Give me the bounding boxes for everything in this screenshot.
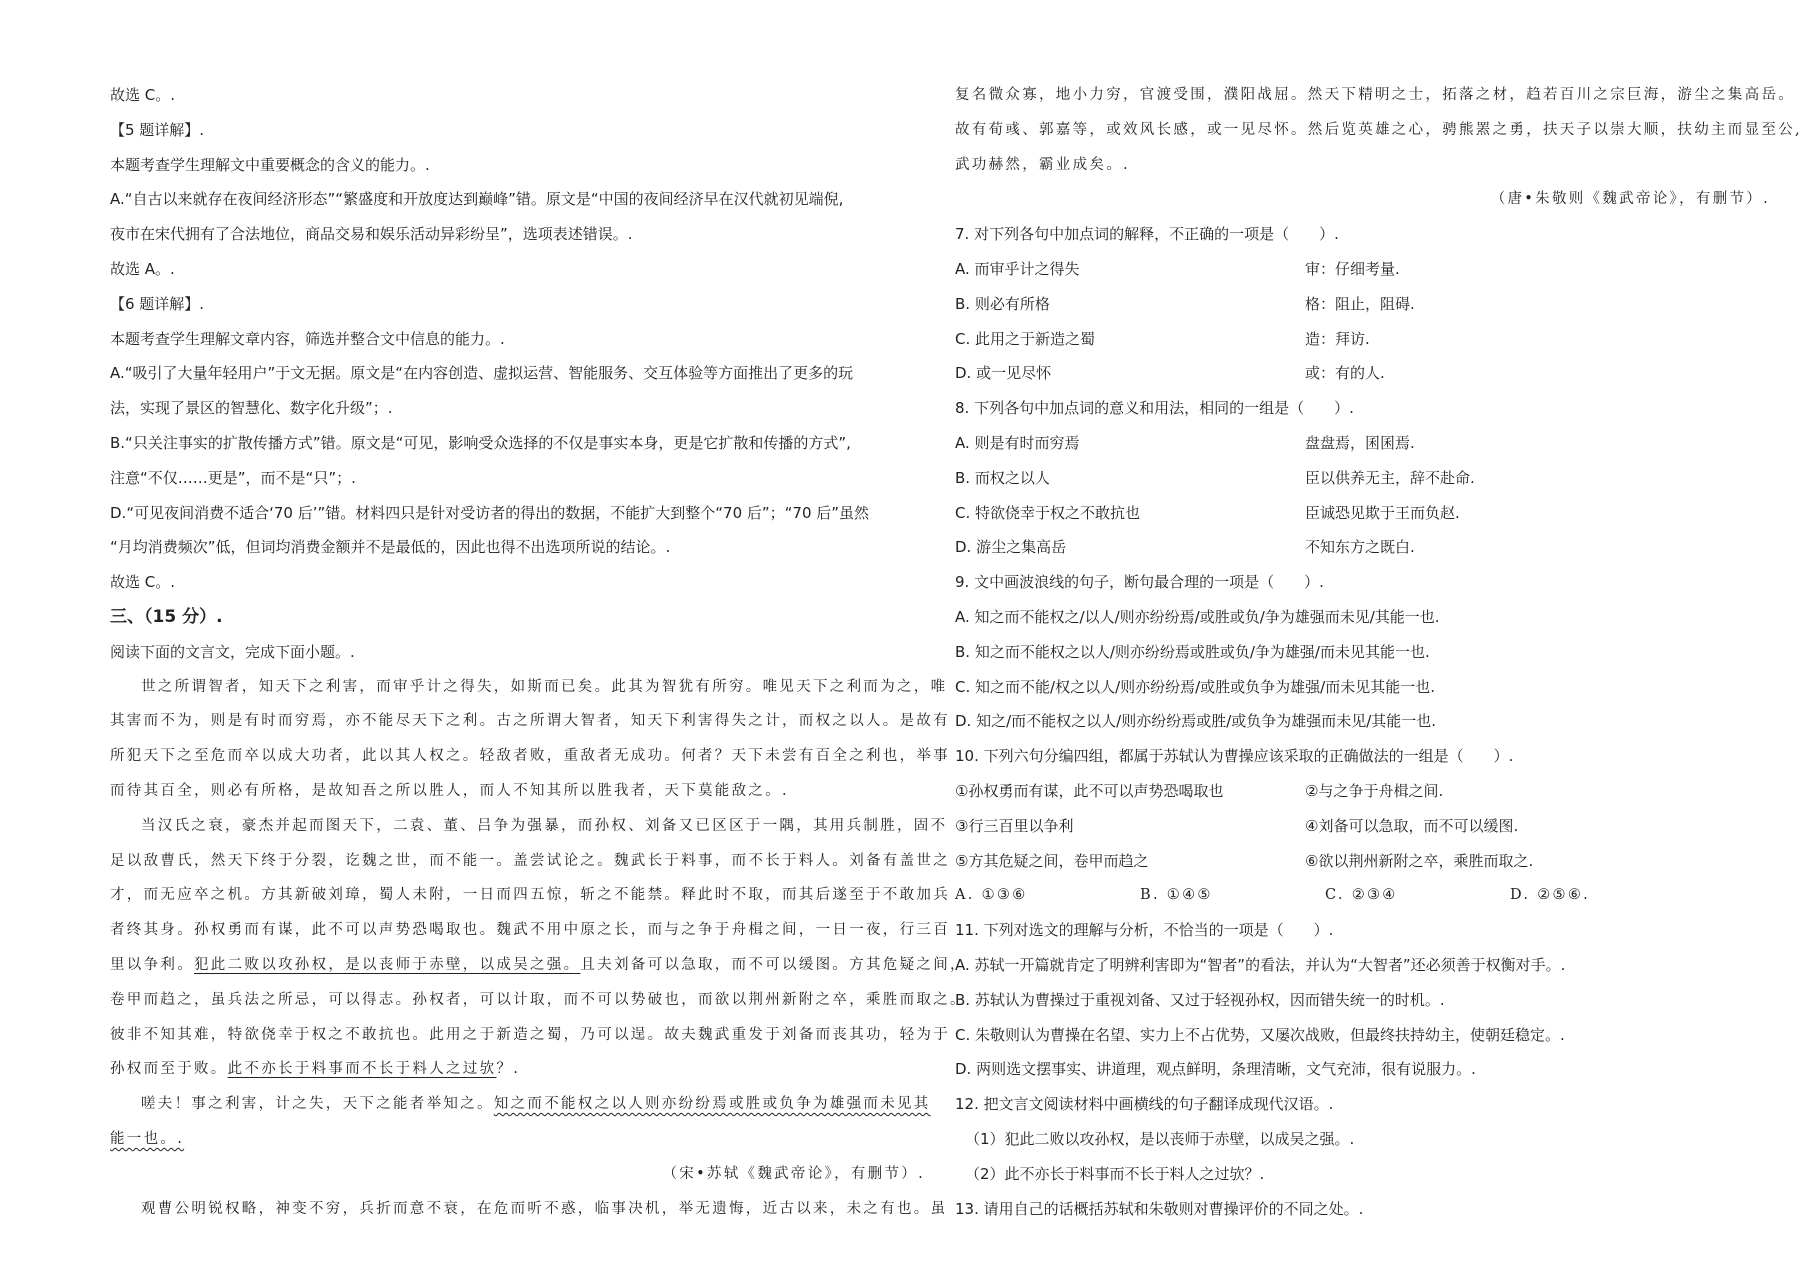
wavy-underlined-sentence: 知之而不能权之以人则亦纷纷焉或胜或负争为雄强而未见其 xyxy=(493,1096,931,1113)
passage-line xyxy=(110,948,967,983)
text-line: A.“自古以来就存在夜间经济形态”“繁盛度和开放度达到巅峰”错。原文是“中国的夜间经济早在汉代就初见端倪, xyxy=(110,190,844,209)
option-text: D. 游尘之集高岳 xyxy=(955,538,1067,557)
q10-item: ①孙权勇而有谋，此不可以声势恐喝取也 xyxy=(955,781,1224,800)
q10-options xyxy=(955,878,1770,913)
q11-option-c: C. 朱敬则认为曹操在名望、实力上不占优势，又屡次战败，但最终扶持幼主，使朝廷稳定。. xyxy=(955,1025,1565,1044)
option-text: C. 此用之于新造之蜀 xyxy=(955,329,1096,348)
q11-option-b: B. 苏轼认为曹操过于重视刘备、又过于轻视孙权，因而错失统一的时机。. xyxy=(955,990,1445,1009)
question-10: 10. 下列六句分编四组，都属于苏轼认为曹操应该采取的正确做法的一组是（ ）. xyxy=(955,747,1514,766)
q5-heading: 【5 题详解】. xyxy=(110,120,205,139)
question-8: 8. 下列各句中加点词的意义和用法，相同的一组是（ ）. xyxy=(955,399,1354,418)
q10-item: ④刘备可以急取，而不可以缓图. xyxy=(1305,816,1519,835)
q10-item: ⑥欲以荆州新附之卒，乘胜而取之. xyxy=(1305,851,1534,870)
passage-text: ？. xyxy=(496,1061,521,1078)
passage-line: 足以敌曹氏，然天下终于分裂，讫魏之世，而不能一。盖尝试论之。魏武长于料事，而不长于料人。刘备有盖世之 xyxy=(110,852,950,869)
passage-line: 才，而无应卒之机。方其新破刘璋，蜀人未附，一日而四五惊，斩之不能禁。释此时不取，而其后遂至于不敢加兵 xyxy=(110,887,950,904)
text-line: 本题考查学生理解文中重要概念的含义的能力。. xyxy=(110,155,430,174)
q9-option-c: C. 知之而不能/权之以人/则亦纷纷焉/或胜或负争为雄强/而未见其能一也. xyxy=(955,677,1435,696)
option-gloss: 格：阻止，阻碍. xyxy=(1305,294,1415,313)
text-line: 本题考查学生理解文章内容，筛选并整合文中信息的能力。. xyxy=(110,329,505,348)
right-column xyxy=(955,78,1802,1226)
passage-line: 当汉氏之衰，豪杰并起而图天下，二袁、董、吕争为强暴，而孙权、刘备又已区区于一隅，其用兵制胜，固不 xyxy=(141,817,948,834)
q8-option-c xyxy=(955,496,1770,531)
source-citation: （宋•苏轼《魏武帝论》，有删节）. xyxy=(662,1165,925,1182)
q8-option-a xyxy=(955,426,1770,461)
passage-line: 所犯天下之至危而卒以成大功者，此以其人权之。轻敌者败，重敌者无成功。何者？天下未尝有百全之利也，举事 xyxy=(110,748,950,765)
text-line: 夜市在宋代拥有了合法地位，商品交易和娱乐活动异彩纷呈”，选项表述错误。. xyxy=(110,225,633,244)
q9-option-a: A. 知之而不能权之/以人/则亦纷纷焉/或胜或负/争为雄强而未见/其能一也. xyxy=(955,607,1440,626)
text-line: D.“可见夜间消费不适合‘70 后’”错。材料四只是针对受访者的得出的数据，不能扩大到整个“70 后”；“70 后”虽然 xyxy=(110,503,870,522)
underlined-sentence-2: 此不亦长于料事而不长于料人之过欤 xyxy=(227,1061,497,1078)
passage-line xyxy=(110,1052,925,1087)
passage-text: 且夫刘备可以急取，而不可以缓图。方其危疑之间， xyxy=(580,956,967,973)
q10-option-c: C. ②③④ xyxy=(1325,887,1398,904)
q11-option-d: D. 两则选文摆事实、讲道理，观点鲜明，条理清晰，文气充沛，很有说服力。. xyxy=(955,1060,1476,1079)
option-compare: 臣诚恐见欺于王而负赵. xyxy=(1305,503,1460,522)
q7-option-b xyxy=(955,287,1770,322)
q10-item: ②与之争于舟楫之间. xyxy=(1305,781,1444,800)
q12-sentence-2: （2）此不亦长于料事而不长于料人之过欤？. xyxy=(965,1164,1265,1183)
instruction-line: 阅读下面的文言文，完成下面小题。. xyxy=(110,642,355,661)
option-compare: 不知东方之既白. xyxy=(1305,538,1415,557)
text-line: B.“只关注事实的扩散传播方式”错。原文是“可见，影响受众选择的不仅是事实本身，更是它扩散和传播的方式”, xyxy=(110,433,851,452)
passage-text: 嗟夫！事之利害，计之失，天下之能者举知之。 xyxy=(141,1096,494,1113)
q8-option-b xyxy=(955,461,1770,496)
passage-line: 武功赫然，霸业成矣。. xyxy=(955,156,1130,173)
question-12: 12. 把文言文阅读材料中画横线的句子翻译成现代汉语。. xyxy=(955,1095,1334,1114)
q9-option-b: B. 知之而不能权之以人/则亦纷纷焉或胜或负/争为雄强/而未见其能一也. xyxy=(955,642,1430,661)
q10-row xyxy=(955,844,1770,879)
option-gloss: 造：拜访. xyxy=(1305,329,1370,348)
q10-item: ③行三百里以争利 xyxy=(955,816,1074,835)
passage-line: 而待其百全，则必有所格，是故知吾之所以胜人，而人不知其所以胜我者，天下莫能敌之。. xyxy=(110,782,789,799)
passage-line: 者终其身。孙权勇而有谋，此不可以声势恐喝取也。魏武不用中原之长，而与之争于舟楫之间，一日一夜，行三百 xyxy=(110,922,950,939)
passage-line xyxy=(110,1122,925,1157)
answer-line: 故选 C。. xyxy=(110,86,176,104)
passage-line: 观曹公明锐权略，神变不穷，兵折而意不衰，在危而听不惑，临事决机，举无遗悔，近古以来，未之有也。虽 xyxy=(141,1200,948,1217)
passage-line: 故有荀彧、郭嘉等，或效风长感，或一见尽怀。然后览英雄之心，骋熊罴之勇，扶天子以崇大顺，扶幼主而显至公, xyxy=(955,121,1802,138)
q10-option-d: D. ②⑤⑥. xyxy=(1510,887,1591,904)
option-text: A. 而审乎计之得失 xyxy=(955,259,1080,278)
left-column xyxy=(110,78,967,1226)
section-three-heading: 三、（15 分）. xyxy=(110,606,223,627)
q10-option-b: B. ①④⑤ xyxy=(1140,887,1213,904)
q8-option-d xyxy=(955,530,1770,565)
q10-row xyxy=(955,809,1770,844)
q6-heading: 【6 题详解】. xyxy=(110,294,205,313)
question-7: 7. 对下列各句中加点词的解释，不正确的一项是（ ）. xyxy=(955,225,1339,244)
option-text: B. 而权之以人 xyxy=(955,468,1050,487)
passage-line: 其害而不为，则是有时而穷焉，亦不能尽天下之利。古之所谓大智者，知天下利害得失之计，而权之以人。是故有 xyxy=(110,713,950,730)
wavy-underlined-sentence: 能一也。. xyxy=(110,1130,185,1147)
q7-option-c xyxy=(955,322,1770,357)
text-line: A.“吸引了大量年轻用户”于文无据。原文是“在内容创造、虚拟运营、智能服务、交互体验等方面推出了更多的玩 xyxy=(110,364,854,383)
option-text: D. 或一见尽怀 xyxy=(955,364,1052,383)
q7-option-d xyxy=(955,356,1770,391)
source-citation: （唐•朱敬则《魏武帝论》，有删节）. xyxy=(1490,191,1770,208)
passage-line xyxy=(110,1087,931,1122)
text-line: 注意“不仅……更是”，而不是“只”；. xyxy=(110,468,356,487)
passage-line: 卷甲而趋之，虽兵法之所忌，可以得志。孙权者，可以计取，而不可以势破也，而欲以荆州新附之卒，乘胜而取之。 xyxy=(110,991,967,1008)
passage-line: 世之所谓智者，知天下之利害，而审乎计之得失，如斯而已矣。此其为智犹有所穷。唯见天下之利而为之，唯 xyxy=(141,678,948,695)
passage-text: 里以争利。 xyxy=(110,956,194,973)
option-gloss: 或：有的人. xyxy=(1305,364,1385,383)
option-text: A. 则是有时而穷焉 xyxy=(955,433,1080,452)
passage-text: 孙权而至于败。 xyxy=(110,1061,228,1078)
answer-line: 故选 A。. xyxy=(110,259,175,278)
question-9: 9. 文中画波浪线的句子，断句最合理的一项是（ ）. xyxy=(955,573,1324,592)
passage-line: 复名微众寡，地小力穷，官渡受围，濮阳战屈。然天下精明之士，拓落之材，趋若百川之宗巨海，游尘之集高岳。 xyxy=(955,87,1795,103)
q11-option-a: A. 苏轼一开篇就肯定了明辨利害即为“智者”的看法，并认为“大智者”还必须善于权衡对手。. xyxy=(955,955,1566,974)
q7-option-a xyxy=(955,252,1770,287)
option-compare: 臣以供养无主，辞不赴命. xyxy=(1305,468,1475,487)
option-text: C. 特欲侥幸于权之不敢抗也 xyxy=(955,503,1141,522)
text-line: 法，实现了景区的智慧化、数字化升级”；. xyxy=(110,399,393,418)
passage-line: 彼非不知其难，特欲侥幸于权之不敢抗也。此用之于新造之蜀，乃可以逞。故夫魏武重发于刘备而丧其功，轻为于 xyxy=(110,1026,950,1043)
underlined-sentence-1: 犯此二败以攻孙权，是以丧师于赤壁，以成吴之强。 xyxy=(194,956,581,973)
option-compare: 盘盘焉，囷囷焉. xyxy=(1305,433,1415,452)
text-line: “月均消费频次”低，但词均消费金额并不是最低的，因此也得不出选项所说的结论。. xyxy=(110,538,671,557)
question-13: 13. 请用自己的话概括苏轼和朱敬则对曹操评价的不同之处。. xyxy=(955,1199,1364,1218)
question-11: 11. 下列对选文的理解与分析，不恰当的一项是（ ）. xyxy=(955,921,1334,940)
q9-option-d: D. 知之/而不能权之以人/则亦纷纷焉或胜/或负争为雄强而未见/其能一也. xyxy=(955,712,1437,731)
q10-item: ⑤方其危疑之间，卷甲而趋之 xyxy=(955,851,1149,870)
q10-row xyxy=(955,774,1770,809)
option-gloss: 审：仔细考量. xyxy=(1305,259,1400,278)
answer-line: 故选 C。. xyxy=(110,573,176,592)
q12-sentence-1: （1）犯此二败以攻孙权，是以丧师于赤壁，以成吴之强。. xyxy=(965,1129,1355,1148)
option-text: B. 则必有所格 xyxy=(955,294,1050,313)
q10-option-a: A. ①③⑥ xyxy=(955,887,1028,904)
